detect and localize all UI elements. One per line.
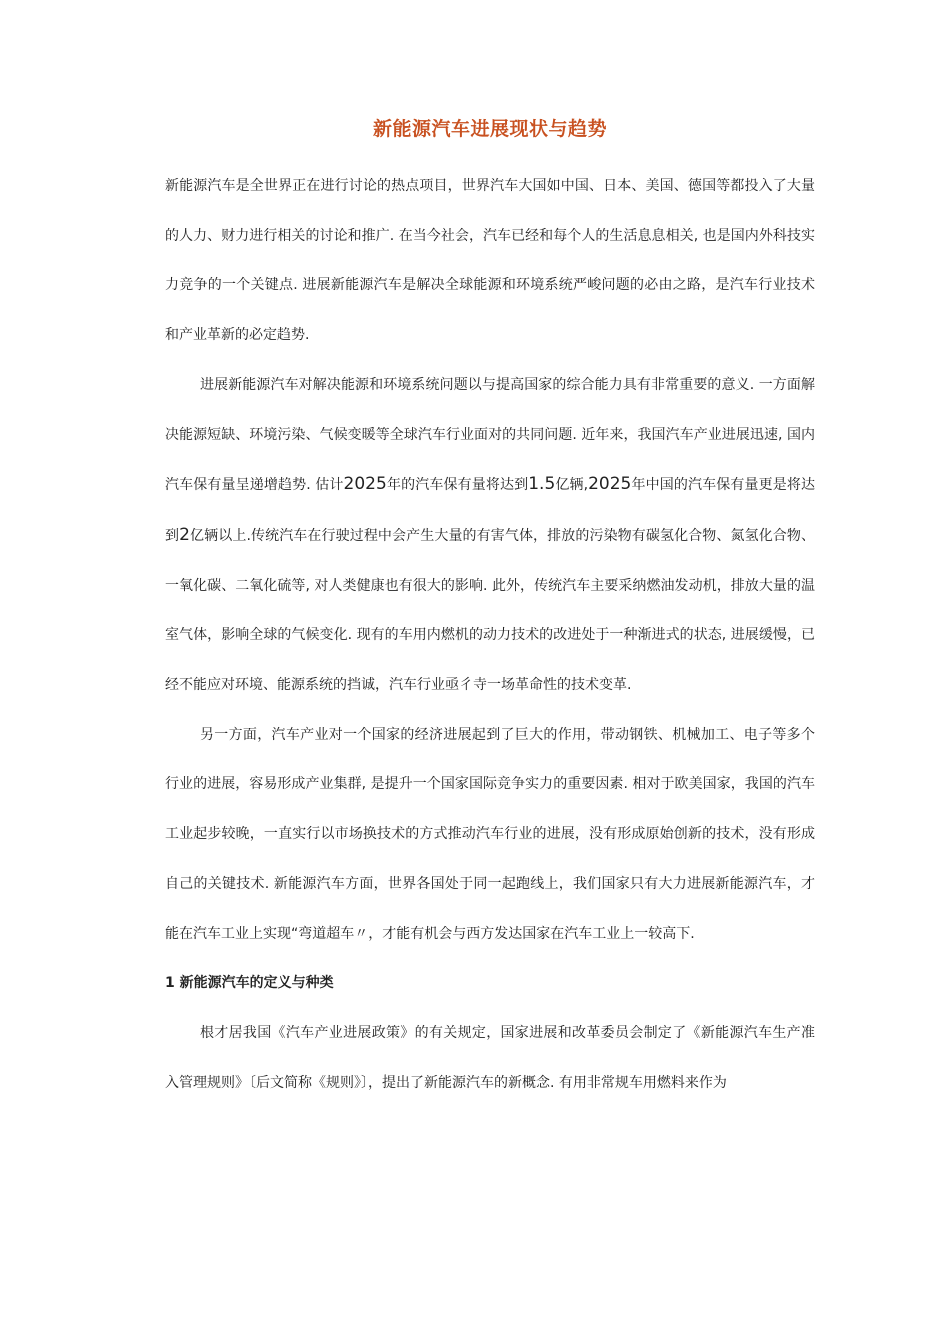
paragraph-text: 新能源汽车是全世界正在进行讨论的热点项目，世界汽车大国如中国、日本、美国、德国等都投入了大量的人力、财力进行相关的讨论和推广. 在当今社会，汽车已经和每个人的生活息息相关, 也是国内外科技实力竞争的一个关键点. 进展新能源汽车是解决全球能源和环境系统严峻问题的必由之路，是汽车行业技术和产业革新的必定趋势.	[165, 178, 815, 344]
year-number: 2025	[588, 474, 632, 495]
document-page	[165, 112, 815, 1108]
paragraph-text: 另一方面，汽车产业对一个国家的经济进展起到了巨大的作用，带动钢铁、机械加工、电子等多个行业的进展，容易形成产业集群, 是提升一个国家国际竞争实力的重要因素. 相对于欧美国家，我国的汽车工业起步较晚，一直实行以市场换技术的方式推动汽车行业的进展，没有形成原始创新的技术，没有形成自己的关键技术. 新能源汽车方面，世界各国处于同一起跑线上，我们国家只有大力进展新能源汽车，才能在汽车工业上实现“弯道超车〃，才能有机会与西方发达国家在汽车工业上一较高下.	[165, 726, 815, 942]
paragraph-text: 亿辆,	[555, 477, 589, 494]
quantity-number: 2	[179, 524, 190, 545]
document-title: 新能源汽车进展现状与趋势	[372, 118, 607, 140]
section-heading: 1 新能源汽车的定义与种类	[165, 975, 334, 992]
quantity-number: 1.5	[528, 474, 556, 495]
significance-paragraph	[165, 361, 815, 711]
definition-paragraph	[165, 1009, 815, 1108]
intro-paragraph	[165, 162, 815, 361]
paragraph-text: 根才居我国《汽车产业进展政策》的有关规定，国家进展和改革委员会制定了《新能源汽车生产准入管理规则》〔后文简称《规则》〕，提出了新能源汽车的新概念. 有用非常规车用燃料来作为	[165, 1024, 815, 1091]
year-number: 2025	[343, 474, 387, 495]
paragraph-text: 进展新能源汽车对解决能源和环境系统问题以与提高国家的综合能力具有非常重要的意义. 一方面解决能源短缺、环境污染、气候变暖等全球汽车行业面对的共同问题. 近年来，我国汽车产业进展迅速, 国内汽车保有量呈递增趋势. 估计	[165, 376, 815, 494]
paragraph-text: 亿辆以上.传统汽车在行驶过程中会产生大量的有害气体，排放的污染物有碳氢化合物、氮氢化合物、一氧化碳、二氧化硫等, 对人类健康也有很大的影响. 此外，传统汽车主要采纳燃油发动机，排放大量的温室气体，影响全球的气候变化. 现有的车用内燃机的动力技术的改进处于一种渐进式的状态, 进展缓慢，已经不能应对环境、能源系统的挡诚，汽车行业亟彳寺一场革命性的技术变革.	[165, 527, 816, 694]
paragraph-text: 年的汽车保有量将达到	[386, 477, 529, 494]
paragraph-text: 年中国的汽车保有量更是将达到	[165, 477, 816, 544]
industry-paragraph	[165, 711, 815, 960]
